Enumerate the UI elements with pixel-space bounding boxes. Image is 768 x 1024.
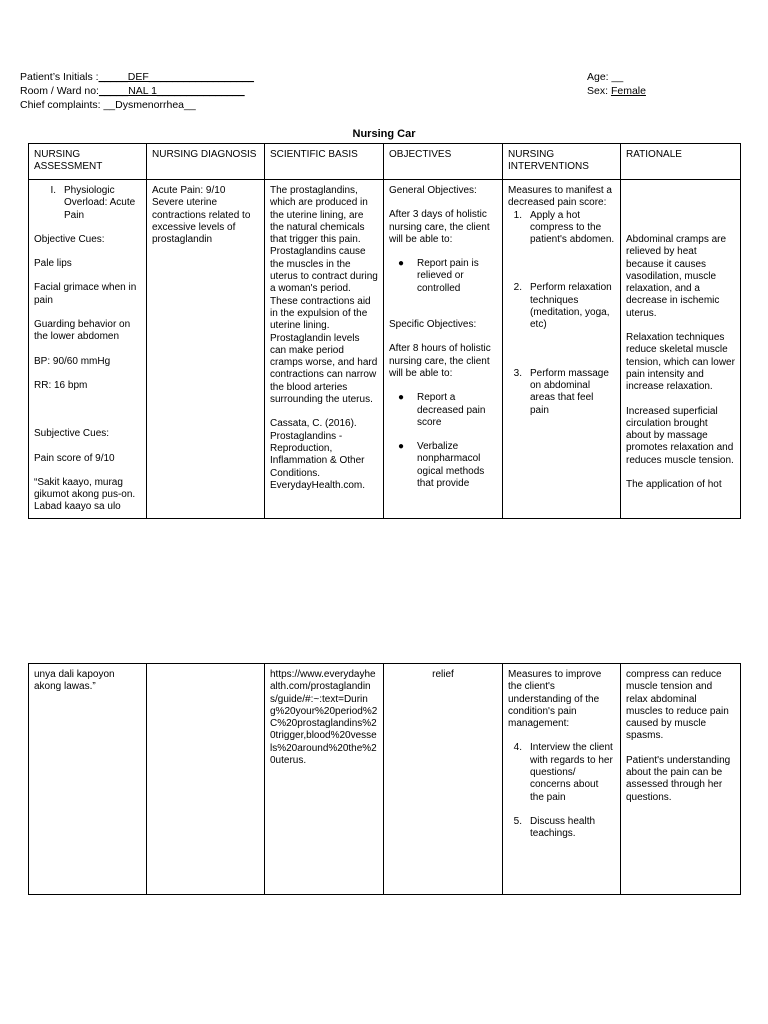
- age-label: Age:: [587, 71, 612, 83]
- col-header-objectives: OBJECTIVES: [384, 144, 503, 180]
- list-item: [508, 742, 615, 803]
- document-title: Nursing Car: [352, 128, 416, 140]
- item-number: I.: [50, 185, 56, 196]
- intervention-text: Apply a hot compress to the patient's abdomen.: [530, 209, 615, 246]
- sex-line: [587, 84, 737, 98]
- specific-objectives-label: Specific Objectives:: [389, 319, 477, 331]
- item-text: Physiologic Overload: Acute Pain: [64, 185, 136, 221]
- intervention-text: Discuss health teachings.: [530, 815, 596, 840]
- initials-line: [20, 70, 420, 84]
- initials-value: _____DEF__________________: [98, 71, 254, 83]
- general-objectives-label: General Objectives:: [389, 185, 477, 196]
- objectives-cell: [384, 180, 503, 519]
- basis-text: The prostaglandins, which are produced in the uterine lining, are the natural chemicals that trigger this pain. Prostaglandins cause the muscles in the uterus to contract during a woman's period. These contractions aid in the expulsion of the uterine lining. Prostaglandin levels can make period cramps worse, and hard contractions can narrow the blood arteries surrounding the uterus.: [270, 185, 378, 406]
- basis-cell: [265, 180, 384, 519]
- intervention-text: Perform massage on abdominal areas that feel pain: [530, 367, 609, 416]
- list-item: [34, 185, 141, 222]
- patient-quote: “Sakit kaayo, murag gikumot akong pus-on. Labad kaayo sa ulo: [34, 476, 136, 513]
- assessment-cell: [29, 664, 147, 895]
- table-row: [29, 180, 741, 519]
- item-number: 2.: [513, 282, 522, 294]
- item-number: 1.: [513, 209, 522, 221]
- interventions-cell: [503, 180, 621, 519]
- interventions-intro: Measures to manifest a decreased pain score:: [508, 185, 612, 209]
- complaint-value: __Dysmenorrhea__: [103, 99, 196, 111]
- cue: BP: 90/60 mmHg: [34, 355, 111, 367]
- pain-score: Pain score of 9/10: [34, 452, 115, 464]
- list-item: [508, 816, 615, 841]
- room-value: _____NAL 1_______________: [98, 85, 245, 97]
- objective-text: Verbalize nonpharmacol ogical methods that provide: [417, 441, 485, 490]
- room-label: Room / Ward no:: [20, 85, 99, 97]
- rationale-text: compress can reduce muscle tension and relax abdominal muscles to reduce pain caused by muscle spasms.: [626, 669, 729, 742]
- rationale-cell: [621, 664, 741, 895]
- complaint-label: Chief complaints:: [20, 99, 104, 111]
- table-row: [29, 664, 741, 895]
- subjective-cues-label: Subjective Cues:: [34, 428, 110, 440]
- col-header-diagnosis: NURSING DIAGNOSIS: [147, 144, 265, 180]
- list-item: [389, 441, 497, 490]
- objective-cues-label: Objective Cues:: [34, 233, 105, 245]
- bullet-icon: ●: [397, 392, 405, 404]
- cue: Guarding behavior on the lower abdomen: [34, 319, 131, 343]
- rationale-text: Patient's understanding about the pain can be assessed through her questions.: [626, 754, 731, 803]
- spacer: [626, 185, 735, 234]
- diagnosis-text: Acute Pain: 9/10 Severe uterine contractions related to excessive levels of prostaglandin: [152, 185, 251, 246]
- patient-demographics: [587, 70, 737, 98]
- item-number: 4.: [513, 742, 522, 754]
- cue: Pale lips: [34, 258, 72, 270]
- item-number: 3.: [513, 367, 522, 379]
- patient-quote: unya dali kapoyon akong lawas.”: [34, 669, 115, 693]
- intervention-text: Interview the client with regards to her questions/ concerns about the pain: [530, 742, 613, 803]
- diagnosis-cell: [147, 180, 265, 519]
- list-item: [508, 368, 615, 417]
- bullet-icon: ●: [397, 258, 405, 270]
- objective-text: relief: [432, 669, 454, 680]
- cue: RR: 16 bpm: [34, 379, 88, 391]
- rationale-text: Increased superficial circulation brought about by massage promotes relaxation and reduces muscle tension.: [626, 405, 734, 466]
- assessment-cell: [29, 180, 147, 519]
- objective-text: Report pain is relieved or controlled: [417, 258, 479, 294]
- col-header-interventions: NURSING INTERVENTIONS: [503, 144, 621, 180]
- header-row: [29, 144, 741, 180]
- intervention-text: Perform relaxation techniques (meditation, yoga, etc): [530, 282, 612, 331]
- room-line: [20, 84, 420, 98]
- general-intro: After 3 days of holistic nursing care, the client will be able to:: [389, 209, 490, 245]
- col-header-basis: SCIENTIFIC BASIS: [265, 144, 384, 180]
- rationale-text: Relaxation techniques reduce skeletal muscle tension, which can lower pain intensity and increase relaxation.: [626, 332, 735, 393]
- list-item: [389, 392, 497, 429]
- interventions-intro: Measures to improve the client's understanding of the condition's pain management:: [508, 669, 602, 730]
- complaint-line: [20, 98, 420, 112]
- rationale-text: Abdominal cramps are relieved by heat because it causes vasodilation, muscle relaxation, and a decrease in ischemic uterus.: [626, 234, 727, 319]
- item-number: 5.: [513, 815, 522, 827]
- rationale-text: The application of hot: [626, 479, 722, 491]
- age-line: [587, 70, 737, 84]
- bullet-icon: ●: [397, 441, 405, 453]
- interventions-cell: [503, 664, 621, 895]
- age-value: __: [611, 71, 624, 83]
- rationale-cell: [621, 180, 741, 519]
- sex-label: Sex:: [587, 85, 611, 97]
- objective-text: Report a decreased pain score: [417, 392, 486, 428]
- reference-url: https://www.everydayhealth.com/prostaglandins/guide/#:~:text=During%20your%20period%2C%20prostaglandins%20trigger,blood%20vessels%20around%20the%20uterus.: [270, 669, 378, 767]
- care-plan-table: [28, 143, 741, 519]
- list-item: [389, 258, 497, 295]
- cue: Facial grimace when in pain: [34, 282, 137, 306]
- patient-info: [20, 70, 420, 112]
- objectives-cell: [384, 664, 503, 895]
- initials-label: Patient’s Initials :: [20, 71, 99, 83]
- citation: Cassata, C. (2016). Prostaglandins - Reproduction, Inflammation & Other Conditions. EverydayHealth.com.: [270, 418, 366, 491]
- diagnosis-cell: [147, 664, 265, 895]
- col-header-assessment: NURSING ASSESSMENT: [29, 144, 147, 180]
- specific-intro: After 8 hours of holistic nursing care, the client will be able to:: [389, 343, 491, 379]
- basis-cell: [265, 664, 384, 895]
- sex-value: Female: [610, 85, 646, 97]
- care-plan-table-continued: [28, 663, 741, 895]
- list-item: [508, 210, 615, 247]
- col-header-rationale: RATIONALE: [621, 144, 741, 180]
- list-item: [508, 282, 615, 331]
